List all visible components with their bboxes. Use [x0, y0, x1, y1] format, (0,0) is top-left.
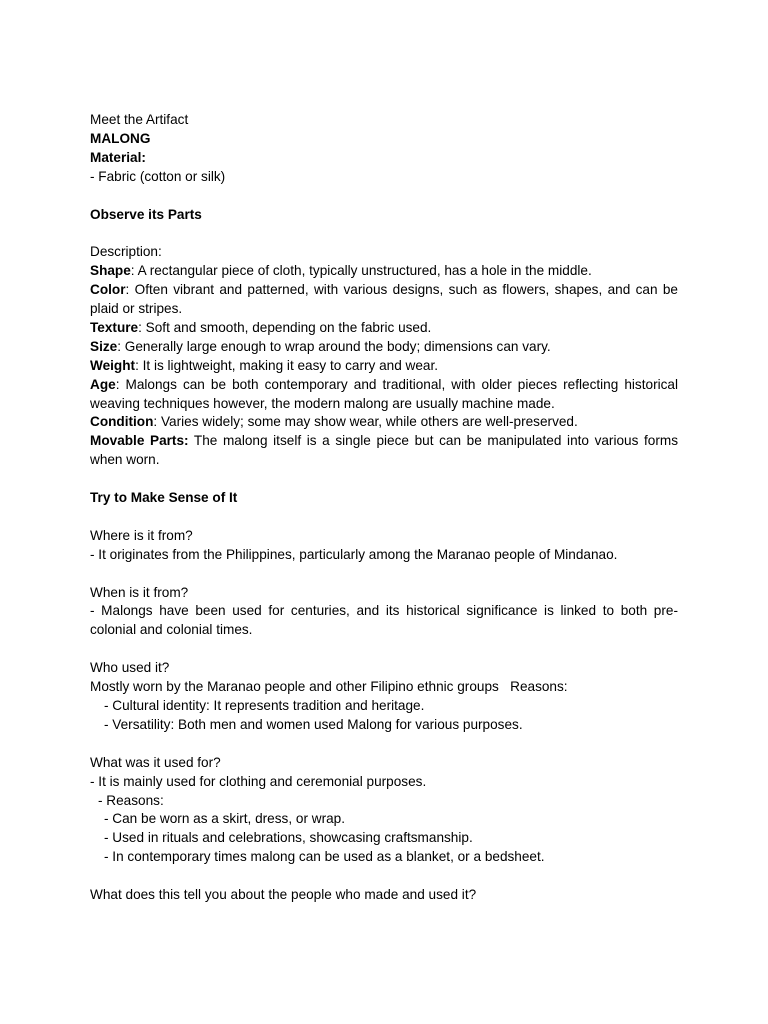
spacer: [90, 735, 678, 754]
what-question: What was it used for?: [90, 754, 221, 770]
attribute-condition: Condition: Varies widely; some may show wear, while others are well-preserved.: [90, 414, 578, 430]
attribute-color: Color: Often vibrant and patterned, with various designs, such as flowers, shapes, and can be plaid or stripes.: [90, 282, 678, 317]
material-value: - Fabric (cotton or silk): [90, 168, 226, 184]
attribute-texture: Texture: Soft and smooth, depending on the fabric used.: [90, 319, 432, 335]
what-answer: - It is mainly used for clothing and ceremonial purposes.: [90, 773, 427, 789]
when-answer: - Malongs have been used for centuries, and its historical significance is linked to both pre-colonial and colonial times.: [90, 603, 678, 638]
what-reasons-label: - Reasons:: [98, 792, 164, 808]
attribute-weight: Weight: It is lightweight, making it easy to carry and wear.: [90, 357, 439, 373]
description-label: Description:: [90, 244, 162, 260]
sense-heading: Try to Make Sense of It: [90, 490, 238, 506]
attribute-shape: Shape: A rectangular piece of cloth, typically unstructured, has a hole in the middle.: [90, 263, 592, 279]
where-question: Where is it from?: [90, 527, 193, 543]
attribute-age: Age: Malongs can be both contemporary and traditional, with older pieces reflecting historical weaving techniques however, the modern malong are usually machine made.: [90, 376, 678, 411]
spacer: [90, 640, 678, 659]
spacer: [90, 508, 678, 527]
document-body: [90, 111, 678, 905]
who-reason: - Cultural identity: It represents tradition and heritage.: [104, 698, 425, 713]
final-question: What does this tell you about the people who made and used it?: [90, 887, 477, 903]
attribute-movable-parts: Movable Parts: The malong itself is a single piece but can be manipulated into various forms when worn.: [90, 433, 679, 468]
who-reason: - Versatility: Both men and women used Malong for various purposes.: [104, 716, 523, 732]
what-reason: - Can be worn as a skirt, dress, or wrap.: [104, 811, 345, 827]
who-answer: Mostly worn by the Maranao people and other Filipino ethnic groups Reasons:: [90, 679, 568, 695]
spacer: [90, 565, 678, 584]
intro-text: Meet the Artifact: [90, 112, 189, 127]
spacer: [90, 224, 678, 243]
material-label: Material:: [90, 149, 146, 165]
spacer: [90, 187, 678, 206]
what-reason: - Used in rituals and celebrations, showcasing craftsmanship.: [104, 830, 473, 846]
spacer: [90, 470, 678, 489]
when-question: When is it from?: [90, 584, 189, 600]
where-answer: - It originates from the Philippines, particularly among the Maranao people of Mindanao.: [90, 546, 618, 562]
spacer: [90, 867, 678, 886]
who-question: Who used it?: [90, 660, 170, 676]
artifact-name: MALONG: [90, 130, 151, 146]
observe-heading: Observe its Parts: [90, 206, 202, 222]
attribute-size: Size: Generally large enough to wrap around the body; dimensions can vary.: [90, 338, 551, 354]
what-reason: - In contemporary times malong can be used as a blanket, or a bedsheet.: [104, 849, 545, 865]
